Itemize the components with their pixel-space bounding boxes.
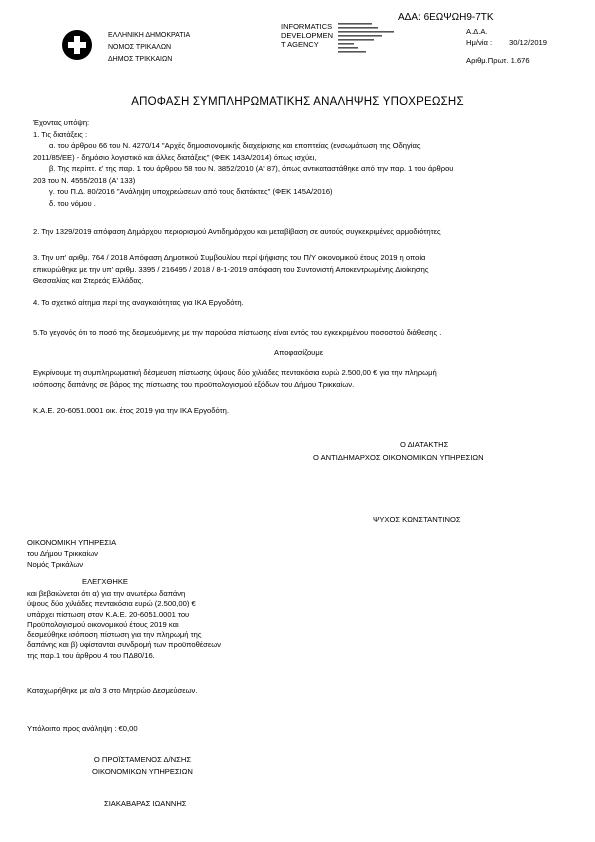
cert-line: και βεβαιώνεται ότι α) για την ανωτέρω δαπάνη (27, 589, 186, 598)
cert-line: δαπάνης και β) υφίστανται συνδρομή των προϋποθέσεων (27, 640, 221, 650)
finance-heading-line: του Δήμου Τρικκαίων (27, 549, 98, 558)
item-2-text: 2. Την 1329/2019 απόφαση Δημάρχου περιορισμού Αντιδημάρχου και μεταβίβαση σε αυτούς συγκεκριμένες αρμοδιότητες (33, 227, 441, 236)
decision-text (33, 367, 437, 390)
header-line-prefecture: ΝΟΜΟΣ ΤΡΙΚΑΛΩΝ (108, 44, 172, 51)
item-1a-line: 2011/85/ΕΕ) - δημόσιο λογιστικό και άλλες διατάξεις" (ΦΕΚ 143Α/2014) όπως ισχύει, (33, 152, 317, 162)
header-line-republic: ΕΛΛΗΝΙΚΗ ΔΗΜΟΚΡΑΤΙΑ (108, 32, 191, 39)
signatory-name: ΨΥΧΟΣ ΚΩΝΣΤΑΝΤΙΝΟΣ (373, 515, 461, 524)
item-4 (33, 297, 244, 309)
finance-head-role: Ο ΠΡΟΪΣΤΑΜΕΝΟΣ Δ/ΝΣΗΣ (93, 755, 192, 764)
item-1-heading: 1. Τις διατάξεις : (33, 129, 88, 139)
ada-label: Α.Δ.Α. (466, 27, 488, 36)
finance-heading (27, 537, 116, 570)
finance-head-name: ΣΙΑΚΑΒΑΡΑΣ ΙΩΑΝΝΗΣ (104, 799, 187, 808)
item-3 (33, 252, 428, 287)
finance-heading-line: ΟΙΚΟΝΟΜΙΚΗ ΥΠΗΡΕΣΙΑ (27, 538, 117, 547)
item-3-line: 3. Την υπ' αριθμ. 764 / 2018 Απόφαση Δημοτικού Συμβουλίου περί ψήφισης του Π/Υ οικονομικού έτους 2019 η οποία (33, 253, 426, 262)
agency-line: INFORMATICS (281, 22, 333, 31)
agency-line: T AGENCY (281, 40, 319, 49)
finance-heading-line: Νομός Τρικάλων (27, 560, 84, 569)
document-title: ΑΠΟΦΑΣΗ ΣΥΜΠΛΗΡΩΜΑΤΙΚΗΣ ΑΝΑΛΗΨΗΣ ΥΠΟΧΡΕΩΣΗΣ (131, 96, 464, 108)
agency-fineprint-icon (338, 23, 400, 59)
item-3-line: επικυρώθηκε με την υπ' αριθμ. 3395 / 216495 / 2018 / 8-1-2019 απόφαση του Συντονιστή Αποκεντρωμένης Διοίκησης (33, 264, 429, 274)
item-1a-line: α. του άρθρου 66 του Ν. 4270/14 "Αρχές δημοσιονομικής διαχείρισης και εποπτείας (ενσωμάτωση της Οδηγίας (49, 141, 421, 150)
header-line-municipality: ΔΗΜΟΣ ΤΡΙΚΚΑΙΩΝ (108, 56, 173, 63)
registration-note: Καταχωρήθηκε με α/α 3 στο Μητρώο Δεσμεύσεων. (27, 686, 198, 695)
item-2 (33, 226, 441, 238)
header-left (108, 31, 190, 64)
item-4-text: 4. Το σχετικό αίτημα περί της αναγκαιότητας για ΙΚΑ Εργοδότη. (33, 298, 244, 307)
checked-label: ΕΛΕΓΧΘΗΚΕ (82, 577, 128, 586)
ada-stamp: ΑΔΑ: 6ΕΩΨΩΗ9-7ΤΚ (398, 12, 494, 23)
date-value: 30/12/2019 (509, 38, 548, 47)
cert-line: Προϋπολογισμού οικονομικού έτους 2019 και (27, 619, 179, 629)
item-1b-line: 203 του Ν. 4555/2018 (Α' 133) (33, 175, 136, 185)
agency-line: DEVELOPMEN (281, 31, 334, 40)
cert-line: της παρ.1 του άρθρου 4 του ΠΔ80/16. (27, 650, 155, 660)
date-label: Ημ/νία : (466, 38, 493, 47)
item-3-line: Θεσσαλίας και Στερεάς Ελλάδας. (33, 276, 144, 285)
signatory-role-2: Ο ΑΝΤΙΔΗΜΑΡΧΟΣ ΟΙΚΟΝΟΜΙΚΩΝ ΥΠΗΡΕΣΙΩΝ (313, 453, 484, 462)
decision-line: ισόποσης δαπάνης σε βάρος της πίστωσης του προϋπολογισμού εξόδων του Δήμου Τρικκαίων. (33, 379, 355, 389)
kae-line (33, 405, 229, 417)
item-5 (33, 327, 441, 339)
item-5-text: 5.Το γεγονός ότι το ποσό της δεσμευόμενης με την παρούσα πίστωσης είναι εντός του εγκεκριμένου ποσοστού διάθεσης . (33, 328, 442, 337)
decision-line: Εγκρίνουμε τη συμπληρωματική δέσμευση πίστωσης ύψους δύο χιλιάδες πεντακόσια ευρώ 2.500,00 € για την πληρωμή (33, 368, 437, 377)
cert-line: δεσμεύθηκε ισόποση πίστωση για την πληρωμή της (27, 630, 202, 640)
finance-head-role: ΟΙΚΟΝΟΜΙΚΩΝ ΥΠΗΡΕΣΙΩΝ (92, 767, 193, 776)
agency-block (281, 22, 333, 49)
signatory-role-1: Ο ΔΙΑΤΑΚΤΗΣ (400, 440, 449, 449)
decision-heading: Αποφασίζουμε (274, 348, 324, 357)
kae-text: Κ.Α.Ε. 20-6051.0001 οικ. έτος 2019 για την ΙΚΑ Εργοδότη. (33, 406, 229, 415)
intro-text: Έχοντας υπόψη: (33, 118, 90, 127)
considerations (33, 117, 453, 209)
item-1b-line: β. Της περίπτ. ε' της παρ. 1 του άρθρου 58 του Ν. 3852/2010 (Α' 87), όπως αντικαταστάθηκε από την παρ. 1 του άρθρου (49, 164, 454, 173)
protocol-number: Αριθμ.Πρωτ. 1.676 (466, 56, 530, 65)
cert-line: υπάρχει πίστωση στον Κ.Α.Ε. 20-6051.0001 του (27, 609, 190, 619)
item-1d-line: δ. του νόμου . (49, 198, 96, 208)
item-1c-line: γ. του Π.Δ. 80/2016 "Ανάληψη υποχρεώσεων από τους διατάκτες" (ΦΕΚ 145Α/2016) (49, 187, 333, 196)
finance-head-roles (92, 754, 193, 778)
finance-certification (27, 589, 221, 661)
cert-line: ύψους δύο χιλιάδες πεντακόσια ευρώ (2.500,00) € (27, 599, 196, 609)
remaining-balance: Υπόλοιπο προς ανάληψη : €0,00 (27, 724, 138, 733)
greek-emblem-icon (62, 30, 92, 60)
